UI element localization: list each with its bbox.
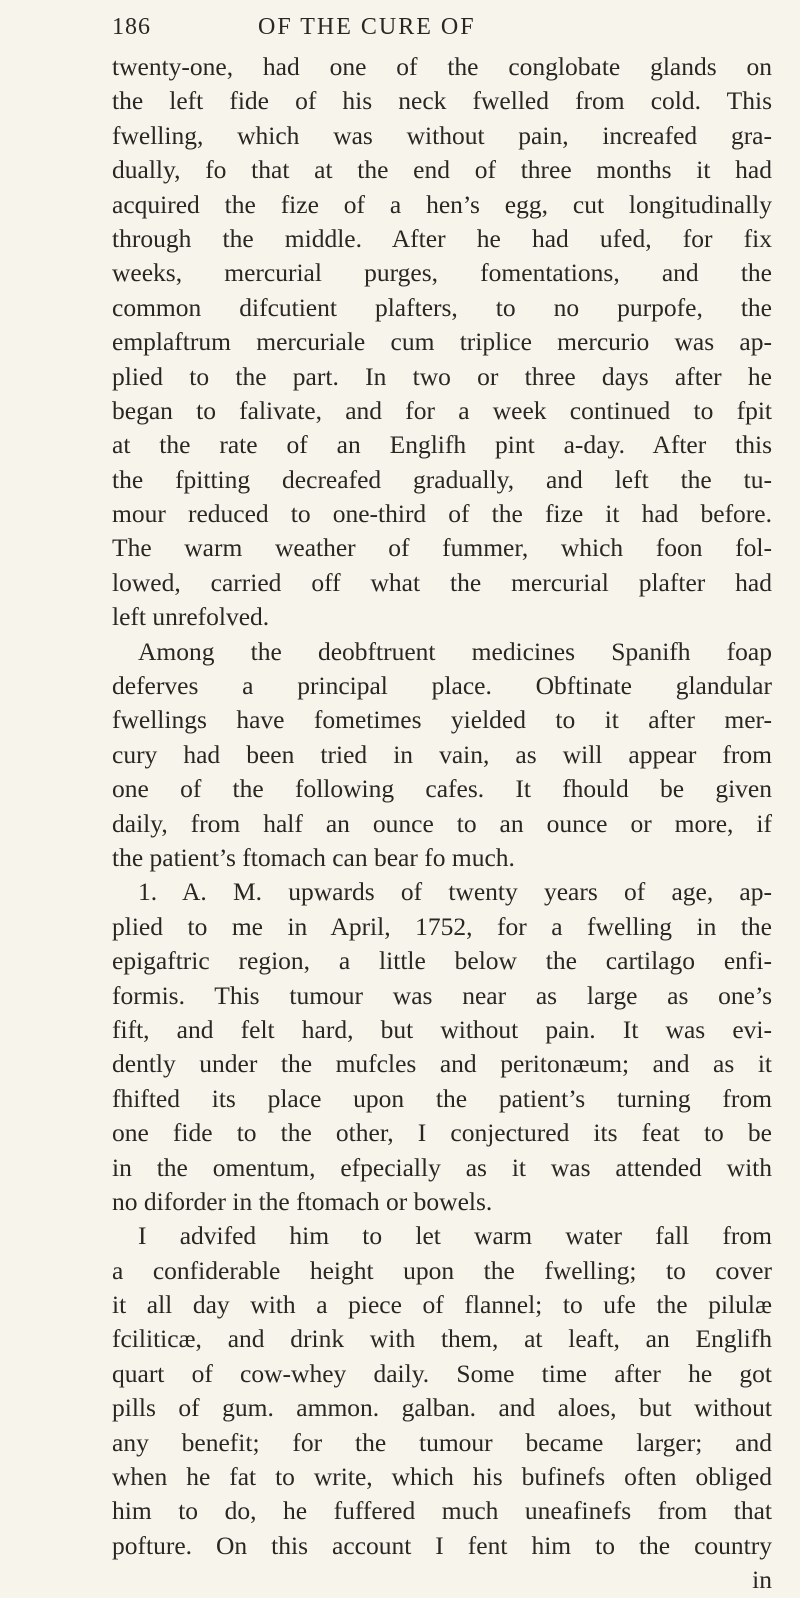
text-line: epigaftric region, a little below the cartilago enfi- (112, 946, 772, 976)
text-line: formis. This tumour was near as large as one’s (112, 980, 772, 1010)
text-line: a confiderable height upon the fwelling; to cover (112, 1255, 772, 1285)
text-line: plied to me in April, 1752, for a fwelling in the (112, 911, 772, 941)
text-line: dently under the mufcles and peritonæum; and as it (112, 1049, 772, 1079)
text-line: fhifted its place upon the patient’s turning from (112, 1083, 772, 1113)
text-line: 1. A. M. upwards of twenty years of age, ap- (138, 877, 772, 907)
text-line: weeks, mercurial purges, fomentations, and the (112, 258, 772, 288)
text-line: one of the following cafes. It fhould be given (112, 774, 772, 804)
catchword: in (752, 1565, 772, 1595)
text-line: in the omentum, efpecially as it was attended with (112, 1152, 772, 1182)
text-line: plied to the part. In two or three days after he (112, 361, 772, 391)
text-line: the patient’s ftomach can bear fo much. (112, 842, 515, 872)
text-line: him to do, he fuffered much uneafinefs from that (112, 1496, 772, 1526)
text-line: twenty-one, had one of the conglobate glands on (112, 52, 772, 81)
page-header (112, 14, 772, 54)
text-line: at the rate of an Englifh pint a-day. After this (112, 430, 772, 460)
text-line: one fide to the other, I conjectured its feat to be (112, 1118, 772, 1148)
text-line: any benefit; for the tumour became larger; and (112, 1427, 772, 1457)
text-line: through the middle. After he had ufed, for fix (112, 223, 772, 253)
text-line: the left fide of his neck fwelled from cold. This (112, 86, 772, 116)
text-line: common difcutient plafters, to no purpofe, the (112, 292, 772, 322)
text-line: pofture. On this account I fent him to the country (112, 1530, 772, 1560)
text-line: daily, from half an ounce to an ounce or more, if (112, 808, 772, 838)
text-line: I advifed him to let warm water fall from (138, 1221, 772, 1251)
text-line: Among the deobftruent medicines Spanifh foap (138, 636, 772, 666)
running-title: OF THE CURE OF (258, 14, 476, 40)
body-text (112, 50, 772, 1598)
text-line: lowed, carried off what the mercurial plafter had (112, 567, 772, 597)
text-line: The warm weather of fummer, which foon fol- (112, 533, 772, 563)
text-line: began to falivate, and for a week continued to fpit (112, 395, 772, 425)
text-line: acquired the fize of a hen’s egg, cut longitudinally (112, 189, 772, 219)
text-line: mour reduced to one-third of the fize it had before. (112, 499, 772, 529)
text-line: it all day with a piece of flannel; to ufe the pilulæ (112, 1290, 772, 1320)
text-line: fciliticæ, and drink with them, at leaft, an Englifh (112, 1324, 772, 1354)
text-line: pills of gum. ammon. galban. and aloes, but without (112, 1393, 772, 1423)
text-line: emplaftrum mercuriale cum triplice mercurio was ap- (112, 327, 772, 357)
text-line: fift, and felt hard, but without pain. It was evi- (112, 1014, 772, 1044)
text-line: the fpitting decreafed gradually, and left the tu- (112, 464, 772, 494)
text-line: dually, fo that at the end of three months it had (112, 155, 772, 185)
text-line: deferves a principal place. Obftinate glandular (112, 671, 772, 701)
text-line: fwellings have fometimes yielded to it after mer- (112, 705, 772, 735)
text-line: fwelling, which was without pain, increafed gra- (112, 120, 772, 150)
text-line: cury had been tried in vain, as will appear from (112, 739, 772, 769)
page-number: 186 (112, 14, 151, 40)
text-line: no diforder in the ftomach or bowels. (112, 1186, 493, 1216)
text-line: when he fat to write, which his bufinefs often obliged (112, 1462, 772, 1492)
text-line: quart of cow-whey daily. Some time after he got (112, 1358, 772, 1388)
text-line: left unrefolved. (112, 602, 270, 632)
